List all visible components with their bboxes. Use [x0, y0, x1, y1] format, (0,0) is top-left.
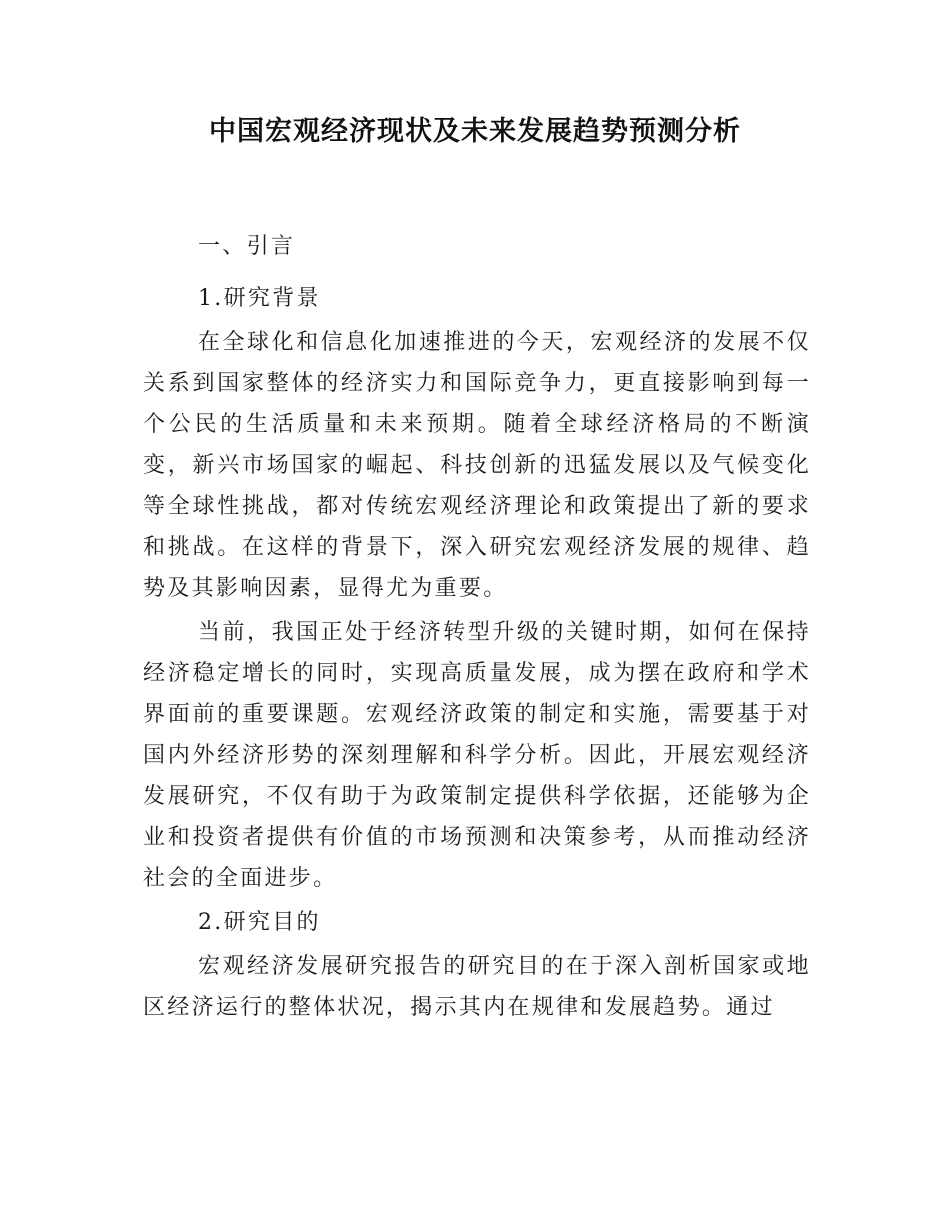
subsection-heading-background: 1.研究背景	[198, 286, 321, 311]
section-heading-introduction: 一、引言	[198, 234, 296, 259]
document-title: 中国宏观经济现状及未来发展趋势预测分析	[209, 116, 741, 147]
paragraph-purpose-1: 宏观经济发展研究报告的研究目的在于深入剖析国家或地区经济运行的整体状况，揭示其内在规律和发展趋势。通过	[143, 954, 811, 1020]
paragraph-background-2: 当前，我国正处于经济转型升级的关键时期，如何在保持经济稳定增长的同时，实现高质量发展，成为摆在政府和学术界面前的重要课题。宏观经济政策的制定和实施，需要基于对国内外经济形势的深刻理解和科学分析。因此，开展宏观经济发展研究，不仅有助于为政策制定提供科学依据，还能够为企业和投资者提供有价值的市场预测和决策参考，从而推动经济社会的全面进步。	[143, 620, 811, 891]
document-body	[143, 226, 811, 1031]
subsection-heading-purpose: 2.研究目的	[198, 910, 321, 935]
paragraph-background-1: 在全球化和信息化加速推进的今天，宏观经济的发展不仅关系到国家整体的经济实力和国际竞争力，更直接影响到每一个公民的生活质量和未来预期。随着全球经济格局的不断演变，新兴市场国家的崛起、科技创新的迅猛发展以及气候变化等全球性挑战，都对传统宏观经济理论和政策提出了新的要求和挑战。在这样的背景下，深入研究宏观经济发展的规律、趋势及其影响因素，显得尤为重要。	[143, 330, 811, 601]
